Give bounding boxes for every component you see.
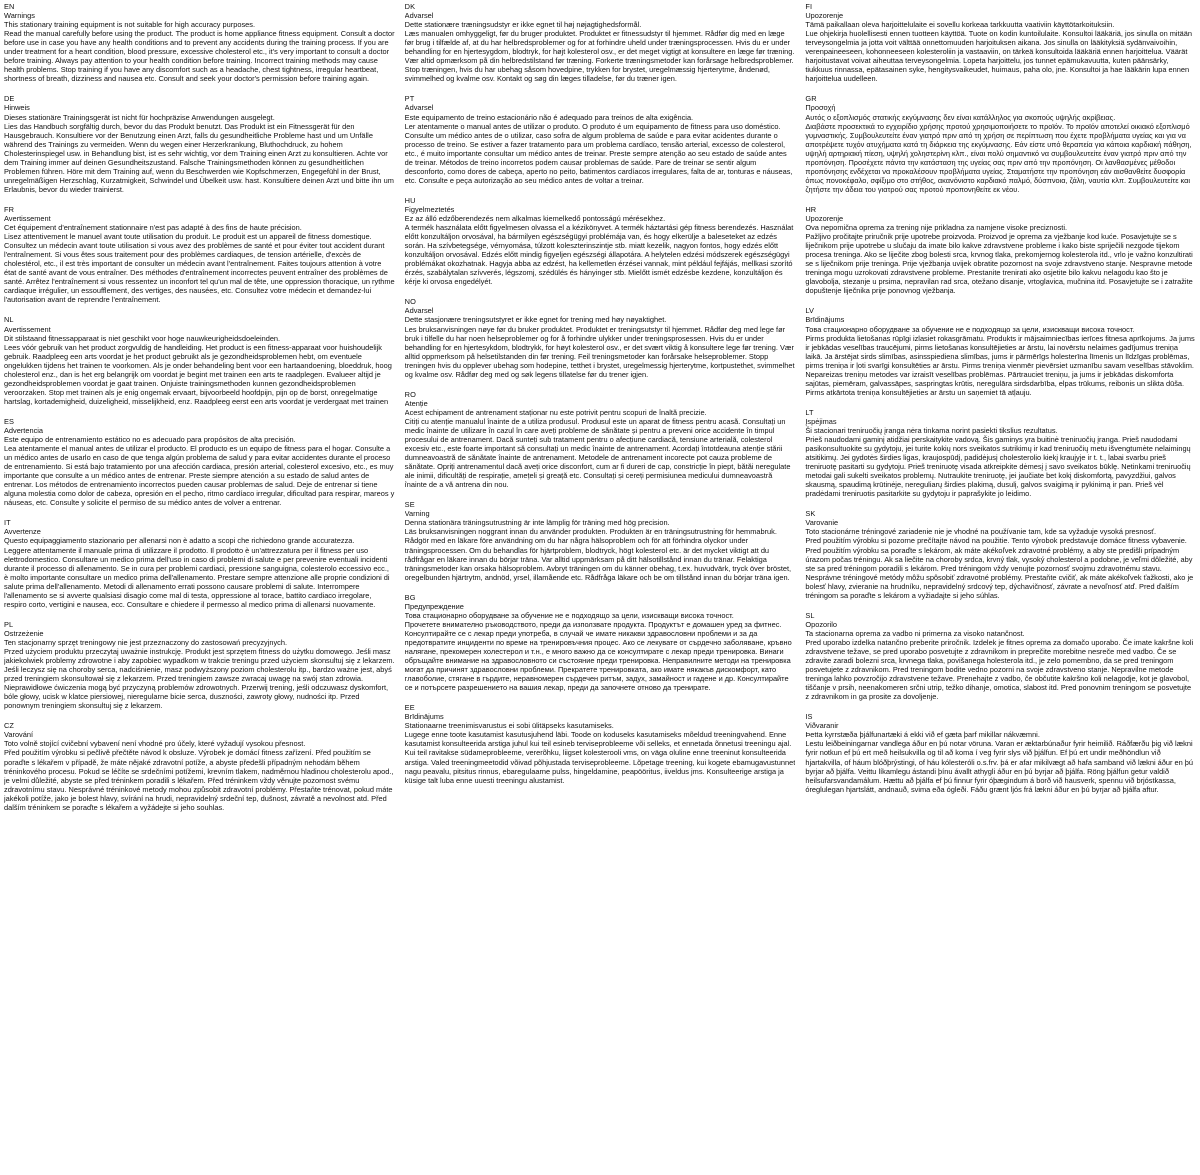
language-code: NO — [404, 297, 416, 307]
warning-heading: Įspėjimas — [805, 416, 837, 426]
warning-section-fi — [805, 2, 1196, 83]
language-code: PL — [4, 619, 14, 629]
warning-body: Citiți cu atenție manualul înainte de a utiliza produsul. Produsul este un aparat de fitness pentru acasă. Consultați un medic înainte de utilizare în cazul în care aveți probleme de sănătate și pentru a preveni orice accidente în timpul procesului de antrenament. Dacă sunteți sub tratament pentru o afecțiune cardiacă, tensiune arterială, colesterol excesiv etc., este foarte important să consultați un medic înainte de antrenament. Acordați întotdeauna atenție stării dumneavoastră de sănătate înainte de antrenament. Metodele de antrenament incorecte pot cauza probleme de sănătate. Opriți antrenamentul dacă aveți orice disconfort, cum ar fi dureri de cap, constricție în piept, bătăi neregulate ale inimii, dificultăți de respirație, amețeli și greață etc. Consultați și cereți permisiunea medicului dumneavoastră înainte de a vă antrena din nou. — [404, 416, 791, 490]
warning-heading: Figyelmeztetés — [404, 204, 455, 214]
warning-heading: Viðvaranir — [805, 721, 839, 731]
warning-subheading: Ova nepomična oprema za trening nije prikladna za namjene visoke preciznosti. — [805, 223, 1068, 233]
warning-section-gr — [805, 94, 1196, 194]
language-code: NL — [4, 315, 14, 325]
warning-heading: Brīdinājums — [404, 712, 444, 722]
warning-body: Læs manualen omhyggeligt, før du bruger produktet. Produktet er fitnessudstyr til hjemmet. Rådfør dig med en læge før brug i tilfælde af, at du har helbredsproblemer og for at forhindre uheld under træningsprocessen. Hvis du er under behandling for en hjertesygdom, blodtryk, for højt kolesterol osv., er det meget vigtigt at konsultere en læge før træning. Vær altid opmærksom på din helbredstilstand før træning. Forkerte træningsmetoder kan forårsage helbredsproblemer. Stop træningen, hvis du har ubehag såsom hovedpine, trykken for brystet, uregelmæssig hjerterytme, åndenød, svimmelhed og kvalme osv. Kontakt og søg din læges tilladelse, før du træner igen. — [404, 29, 795, 84]
warning-subheading: Denna stationära träningsutrustning är inte lämplig för träning med hög precision. — [404, 518, 670, 528]
warning-subheading: Ten stacjonarny sprzęt treningowy nie jest przeznaczony do zastosowań precyzyjnych. — [4, 637, 288, 647]
warning-body: Před použitím výrobku si pečlivě přečtěte návod k obsluze. Výrobek je domácí fitness zařízení. Před použitím se poraďte s lékařem v případě, že máte nějaké zdravotní potíže, a abyste předešli případným nehodám během tréninkového procesu. Pokud se léčíte se srdečními potížemi, krevním tlakem, nadměrnou hladinou cholesterolu apod., je velmi důležité, abyste se před tréninkem poradili s lékařem. Před tréninkem vždy věnujte pozornost svému zdravotnímu stavu. Nesprávné tréninkové metody mohou způsobit zdravotní problémy. Přestaňte trénovat, pokud máte jakékoli potíže, jako je bolest hlavy, svírání na hrudi, nepravidelný srdeční tep, dušnost, závratě a nevolnost atd. Před dalším tréninkem se poraďte s lékařem a vyžádejte si jeho souhlas. — [4, 748, 394, 812]
warning-subheading: Dieses stationäre Trainingsgerät ist nicht für hochpräzise Anwendungen ausgelegt. — [4, 112, 275, 122]
warning-heading: Avertissement — [4, 324, 51, 334]
language-code: IS — [805, 712, 813, 722]
warning-section-ro — [405, 390, 796, 490]
warning-heading: Atenție — [404, 398, 428, 408]
warning-section-bg — [405, 593, 796, 693]
warning-section-en — [4, 2, 395, 83]
warning-subheading: Ta stacionarna oprema za vadbo ni primerna za visoko natančnost. — [805, 628, 1025, 638]
warning-heading: Avertissement — [4, 213, 51, 223]
warning-body: Lisez attentivement le manuel avant toute utilisation du produit. Le produit est un appareil de fitness domestique. Consultez un médecin avant toute utilisation si vous avez des problèmes de santé et pour éviter tout accident durant l'entraînement. Si vous êtes sous traitement pour des problèmes cardiaques, de tension artérielle, d'excès de cholestérol, etc., il est très important de consulter un médecin avant l'entraînement. Faites toujours attention à votre état de santé avant de vous entraîner. Des méthodes d'entraînement incorrectes peuvent entraîner des problèmes de santé. Arrêtez l'entraînement si vous ressentez un inconfort tel qu'un mal de tête, une oppression thoracique, un rythme cardiaque irrégulier, un essoufflement, des vertiges, des nausées, etc. Consultez votre médecin et demandez-lui l'autorisation avant de reprendre l'entraînement. — [4, 232, 395, 305]
language-code: RO — [404, 389, 416, 399]
warning-heading: Advarsel — [404, 306, 434, 316]
language-code: LV — [805, 306, 815, 316]
warning-heading: Advarsel — [404, 103, 434, 113]
warning-section-pl — [4, 620, 395, 710]
warning-body: Lugege enne toote kasutamist kasutusjuhend läbi. Toode on koduseks kasutamiseks mõeldud treeningvahend. Enne kasutamist konsulteerida arstiga juhul kui teil esineb terviseprobleeme või selleks, et ennetada õnnetusi treeningu ajal. Kui teil ravitakse südameprobleeme, vererõhku, liigset kolesterooli vms, on väga oluline enne treeninut konsulteerida arstiga. Valed treeningmeetodid võivad põhjustada terviseprobleeme. Lõpetage treening, kui kogete ebamugavustunnet nagu peavalu, pitsitus rinnus, ebaregulaarne pulss, hingeldamine, peapööritus, iiveldus jms. Konsulteerige arstiga ja küsige talt luba enne uuesti treeningu alustamist. — [404, 730, 796, 785]
warning-section-hu — [405, 196, 796, 286]
warning-body: Leggere attentamente il manuale prima di utilizzare il prodotto. Il prodotto è un'attrezzatura per il fitness per uso elettrodomestico. Consultare un medico prima dell'uso in caso di problemi di salute e per prevenire eventuali incidenti durante il processo di allenamento. Se in cura per problemi cardiaci, pressione sanguigna, colesterolo eccessivo ecc., è molto importante consultare un medico prima dell'allenamento. Prestare sempre attenzione alle proprie condizioni di salute prima dell'allenamento. Metodi di allenamento errati possono causare problemi di salute. Interrompere l'allenamento se si avverte qualsiasi disagio come mal di testa, oppressione al torace, battito cardiaco irregolare, respiro corto, vertigini e nausea, ecc. Consultare e chiedere il permesso al medico prima di allenarsi nuovamente. — [4, 545, 390, 609]
warning-section-de — [4, 94, 395, 194]
warning-subheading: Toto volně stojící cvičební vybavení není vhodné pro účely, které vyžadují vysokou přesnost. — [4, 739, 306, 749]
warning-subheading: Tämä paikallaan oleva harjoittelulaite ei sovellu korkeaa tarkkuutta vaativiin käyttötarkoituksiin. — [805, 20, 1115, 30]
language-code: ES — [4, 416, 15, 426]
language-code: FR — [4, 204, 15, 214]
language-code: BG — [404, 592, 416, 602]
column-1 — [4, 2, 395, 1175]
warning-subheading: Stationaarne treenimisvarustus ei sobi ülitäpseks kasutamiseks. — [404, 721, 614, 731]
language-code: GR — [805, 94, 817, 104]
warning-section-lt — [805, 408, 1196, 498]
warning-section-pt — [405, 94, 796, 184]
language-code: FI — [805, 2, 813, 11]
warning-heading: Upozorenje — [805, 213, 844, 223]
language-code: CZ — [4, 721, 15, 731]
warning-section-lv — [805, 306, 1196, 396]
warning-subheading: Ez az álló edzőberendezés nem alkalmas kiemelkedő pontosságú mérésekhez. — [404, 213, 666, 223]
warning-body: Lea atentamente el manual antes de utilizar el producto. El producto es un equipo de fitness para el hogar. Consulte a un médico antes de usarlo en caso de que tenga algún problema de salud y para evitar accidentes durante el proceso de entrenamiento. Si está bajo tratamiento por una afección cardiaca, presión arterial, colesterol excesivo, etc., es muy importante que consulte a un médico antes de entrenar. Preste siempre atención a su estado de salud antes de entrenar. Los métodos de entrenamiento incorrectos pueden causar problemas de salud. Deje de entrenar si tiene alguna molestia como dolor de cabeza, opresión en el pecho, ritmo cardíaco irregular, dificultad para respirar, mareos y náuseas, etc. Consulte y solicite el permiso de su médico antes de volver a entrenar. — [4, 444, 395, 508]
warning-section-no — [405, 297, 796, 378]
language-code: SL — [805, 610, 815, 620]
warning-subheading: Dette stasjonære treningsutstyret er ikke egnet for trening med høy nøyaktighet. — [404, 315, 667, 325]
warning-body: Pirms produkta lietošanas rūpīgi izlasiet rokasgrāmatu. Produkts ir mājsaimniecības ierīces fitnesa aprīkojums. Ja jums ir jebkādas veselības traucējumi, pirms lietošanas konsultējieties ar ārstu, lai novērstu nelaimes gadījumus treniņa laikā. Ja ārstējat sirds slimības, asinsspiediena slimības, jums ir pārmērīgs holesterīna līmenis un līdzīgas problēmas, pirms treniņa ir ļoti svarīgi konsultēties ar ārstu. Pirms treniņa vienmēr pievērsiet uzmanību savam veselības stāvoklim. Nepareizas treniņu metodes var izraisīt veselības problēmas. Pārtrauciet treniņu, ja jums ir jebkādas diskomforta sajūtas, piemēram, galvassāpes, saspringtas krūtis, neregulāra sirdsdarbība, elpas trūkums, reibonis un slikta dūša. Pirms atkārtota treniņa konsultējieties ar ārstu un saņemiet tā atļauju. — [805, 333, 1195, 397]
warning-body: Lestu leiðbeiningarnar vandlega áður en þú notar vöruna. Varan er æktarbúnaður fyrir heimilið. Ráðfærðu þig við lækni fyrir notkun ef þú ert með heilsukvilla og til að koma í veg fyrir slys við þjálfun. Ef þú ert undir meðhöndlun við hjartakvilla, of háum blóðþrýstingi, of háu kólesteróli o.s.frv. þá er afar mikilvægt að hafa samband við lækni áður en þú byrjar að þjálfa. Veittu líkamlegu ástandi þínu ávallt athygli áður en þú byrjar að þjálfa. Röng þjálfun getur valdið heilsufarsvandamálum. Hættu að þjálfa ef þú finnur fyrir óþægindum á borð við hausverk, spennu við brjóstkassa, óreglulegan hjartslátt, andnauð, svima eða ógleði. Fáðu grænt ljós frá lækni áður en þú byrjar að þjálfa aftur. — [805, 739, 1194, 794]
warning-section-sk — [805, 509, 1196, 599]
warning-heading: Opozorilo — [805, 619, 837, 629]
column-3 — [805, 2, 1196, 1175]
warning-body: Les bruksanvisningen nøye før du bruker produktet. Produktet er treningsutstyr til hjemmet. Rådfør deg med lege før bruk i tilfelle du har noen helseproblemer og for å forhindre ulykker under treningsprosessen. Hvis du er under behandling for en hjertesykdom, blodtrykk, for høyt kolesterol osv., er det svært viktig å konsultere lege før trening. Vær alltid oppmerksom på helsetilstanden din før trening. Feil treningsmetoder kan forårsake helseproblemer. Stopp treningen hvis du opplever ubehag som hodepine, tetthet i brystet, uregelmessig hjerterytme, kortpustethet, svimmelhet og kvalme osv. Rådfør deg med og søk legens tillatelse før du trener igjen. — [404, 324, 795, 379]
warning-section-cz — [4, 721, 395, 811]
warning-body: Pred použitím výrobku si pozorne prečítajte návod na použitie. Tento výrobok predstavuje domáce fitness vybavenie. Pred použitím výrobku sa poraďte s lekárom, ak máte akékoľvek zdravotné problémy, a aby ste predišli prípadným úrazom počas tréningu. Ak sa liečite na choroby srdca, krvný tlak, vysoký cholesterol a podobne, je veľmi dôležité, aby ste sa pred tréningom poradili s lekárom. Pred tréningom vždy venujte pozornosť svojmu zdravotnému stavu. Nesprávne tréningové metódy môžu spôsobiť zdravotné problémy. Prestaňte cvičiť, ak máte akékoľvek ťažkosti, ako je bolesť hlavy, zvieranie na hrudníku, nepravidelný srdcový tep, dýchavičnosť, závrate a nevoľnosť atď. Pred ďalším tréningom sa poraďte s lekárom a vyžiadajte si jeho súhlas. — [805, 536, 1194, 600]
warning-subheading: Ši stacionari treniruočių įranga nėra tinkama norint pasiekti tikslius rezultatus. — [805, 425, 1058, 435]
warning-section-dk — [405, 2, 796, 83]
warning-body: Read the manual carefully before using the product. The product is home appliance fitness equipment. Consult a doctor before use in case you have any health conditions and to prevent any accidents during the training process. If you are under treatment for a heart condition, blood pressure, excessive cholesterol etc., it's very important to consult a doctor before training. Always pay attention to your health condition before training. Incorrect training methods may cause health problems. Stop training if you have any discomfort such as a headache, chest tightness, irregular heartbeat, shortness of breath, dizziness and nausea etc. Consult and seek your doctor's permission before training again. — [4, 29, 395, 84]
warning-heading: Προσοχή — [805, 103, 836, 113]
warning-heading: Avvertenze — [4, 527, 41, 537]
warning-section-nl — [4, 315, 395, 405]
warning-section-hr — [805, 205, 1196, 295]
warning-subheading: Este equipamento de treino estacionário não é adequado para treinos de alta exigência. — [404, 112, 694, 122]
warning-body: Pred uporabo izdelka natančno preberite priročnik. Izdelek je fitnes oprema za domačo uporabo. Če imate kakršne koli zdravstvene težave, se pred uporabo posvetujte z zdravnikom in preprečite morebitne nesreče med vadbo. Če se zdravite zaradi bolezni srca, krvnega tlaka, povišanega holesterola itd., je zelo pomembno, da se pred treningom posvetujete z zdravnikom. Pred treningom bodite vedno pozorni na svoje zdravstveno stanje. Nepravilne metode treninga lahko povzročijo zdravstvene težave. Prenehajte z vadbo, če občutite kakršno koli nelagodje, kot je glavobol, tiščanje v prsih, neenakomeren srčni utrip, težko dihanje, omotica, slabost itd. Pred ponovnim treningom se posvetujte z zdravnikom in ga prosite za dovoljenje. — [805, 637, 1194, 702]
warning-heading: Brīdinājums — [805, 315, 845, 325]
warning-heading: Advertencia — [4, 425, 44, 435]
language-code: DK — [404, 2, 416, 11]
warning-section-it — [4, 518, 395, 608]
warning-body: Pažljivo pročitajte priručnik prije upotrebe proizvoda. Proizvod je oprema za vježbanje kod kuće. Posavjetujte se s liječnikom prije upotrebe u slučaju da imate bilo kakve zdravstvene probleme i kako biste spriječili nezgode tijekom procesa treninga. Ako se liječite zbog bolesti srca, krvnog tlaka, prekomjernog kolesterola itd., vrlo je važno konzultirati se s liječnikom prije treninga. Prije vježbanja uvijek obratite pozornost na svoje zdravstveno stanje. Nespravne metode treninga mogu uzrokovati zdravstvene probleme. Prestanite trenirati ako osjetite bilo kakvu nelagodu kao što je glavobolja, stezanje u prsima, nepravilan rad srca, otežano disanje, vrtoglavica, mučnina itd. Posavjetujte se i zatražite dopuštenje liječnika prije ponovnog vježbanja. — [805, 232, 1193, 296]
warning-section-sl — [805, 611, 1196, 701]
warning-heading: Ostrzeżenie — [4, 628, 44, 638]
language-code: EE — [404, 703, 415, 713]
warning-body: Lue ohjekirja huolellisesti ennen tuotteen käyttöä. Tuote on kodin kuntoilulaite. Konsultoi lääkäriä, jos sinulla on mitään terveysongelmia ja jotta voit välttää onnettomuuden harjoituksen aikana. Jos sinulla on lääkityksiä sydänvaivoihin, verenpaineeseen, kohonneeseen kolesteroliin ja vastaaviin, on tärkeä konsultoida lääkäriä ennen harjoittelua. Väärät harjoitustavat voivat aiheuttaa terveysongelmia. Lopeta harjoittelu, jos tunnet epämukavuutta, kuten päänsärky, tiukkuus rinnassa, epätasainen syke, hengitysvaikeudet, huimaus, paha olo, jne. Konsultoi ja hae lääkärin lupa ennen harjoittelua uudelleen. — [805, 29, 1192, 84]
language-code: SE — [404, 500, 415, 510]
warning-subheading: Dit stilstaand fitnessapparaat is niet geschikt voor hoge nauwkeurigheidsdoeleinden. — [4, 333, 281, 343]
warning-heading: Upozorenje — [805, 11, 844, 21]
warning-heading: Varovanie — [805, 518, 839, 528]
warning-heading: Warnings — [4, 11, 35, 21]
warning-body: Lies das Handbuch sorgfältig durch, bevor du das Produkt benutzt. Das Produkt ist ein Fitnessgerät für den Hausgebrauch. Konsultiere vor der Benutzung einen Arzt, falls du gesundheitliche Probleme hast und um Unfälle während des Trainings zu vermeiden. Wenn du wegen einer Herzerkrankung, Bluthochdruck, zu hohem Cholesterinspiegel usw. in Behandlung bist, ist es sehr wichtig, vor dem Training einen Arzt zu konsultieren. Achte vor dem Training immer auf deinen Gesundheitszustand. Falsche Trainingsmethoden können zu gesundheitlichen Problemen führen. Höre mit dem Training auf, wenn du Beschwerden wie Kopfschmerzen, Engegefühl in der Brust, unregelmäßigen Herzschlag, Kurzatmigkeit, Schwindel und Übelkeit usw. hast. Konsultiere deinen Arzt und bitte ihn um Erlaubnis, bevor du wieder trainierst. — [4, 121, 394, 194]
language-code: IT — [4, 518, 11, 528]
warning-subheading: Това стационарно оборудване за обучение не е подходящо за цели, изискващи висока точност. — [404, 610, 734, 620]
language-code: DE — [4, 94, 15, 104]
warning-body: Ler atentamente o manual antes de utilizar o produto. O produto é um equipamento de fitness para uso doméstico. Consulte um médico antes de o utilizar, caso sofra de algum problema de saúde e para evitar acidentes durante o processo de treino. Se estiver a fazer tratamento para um problema cardíaco, tensão arterial, excesso de colesterol, etc., é muito importante consultar um médico antes de treinar. Preste sempre atenção ao seu estado de saúde antes de treinar. Métodos de treino incorretos podem causar problemas de saúde. Pare de treinar se sentir algum desconforto, como dores de cabeça, aperto no peito, batimentos cardíacos irregulares, falta de ar, tonturas e náuseas, etc. Consulte e peça autorização ao seu médico antes de voltar a treinar. — [404, 121, 793, 185]
warning-subheading: Toto stacionárne tréningové zariadenie nie je vhodné na používanie tam, kde sa vyžaduje vysoká presnosť. — [805, 527, 1157, 537]
warning-heading: Varning — [404, 509, 430, 519]
column-2 — [405, 2, 796, 1175]
warning-heading: Предупреждение — [404, 601, 464, 611]
warning-heading: Hinweis — [4, 103, 30, 113]
warning-section-is — [805, 712, 1196, 793]
warning-body: Läs bruksanvisningen noggrant innan du använder produkten. Produkten är en träningsutrustning för hemmabruk. Rådgör med en läkare före användning om du har några hälsoproblem och för att förhindra olyckor under träningsprocessen. Om du behandlas för hjärtproblem, blodtryck, högt kolesterol etc. är det mycket viktigt att du rådfrågar en läkare innan du börjar träna. Var alltid uppmärksam på ditt hälsotillstånd innan du tränar. Felaktiga träningsmetoder kan orsaka hälsoproblem. Avbryt träningen om du känner obehag, t.ex. huvudvärk, tryck över bröstet, oregelbunden hjärtrytm, andnöd, yrsel, illamående etc. Rådfråga läkare och be om tillstånd innan du börjar träna igen. — [404, 527, 792, 582]
warning-body: A termék használata előtt figyelmesen olvassa el a kézikönyvet. A termék háztartási gép fitness berendezés. Használat előtt konzultáljon orvosával, ha bármilyen egészségügyi problémája van, és hogy elkerülje a baleseteket az edzés során. Ha szívbetegsége, vérnyomása, túlzott koleszterinszintje stb. miatt kezelik, nagyon fontos, hogy edzés előtt konzultáljon orvosával. Edzés előtt mindig figyeljen egészségi állapotára. A helytelen edzési módszerek egészségügyi problémákat okozhatnak. Hagyja abba az edzést, ha kellemetlen érzései vannak, mint például fejfájás, mellkasi szorító érzés, szabálytalan szívverés, légszomj, szédülés és hányinger stb. Mielőtt ismét edzésbe kezdene, konzultáljon és kérje ki orvosa engedélyét. — [404, 223, 794, 287]
warning-subheading: Þetta kyrrstæða þjálfunartæki á ekki við ef gæta þarf mikillar nákvæmni. — [805, 730, 1040, 740]
warning-subheading: Acest echipament de antrenament staționar nu este potrivit pentru scopuri de înaltă precizie. — [404, 407, 707, 417]
warning-body: Διαβάστε προσεκτικά το εγχειρίδιο χρήσης προτού χρησιμοποιήσετε το προϊόν. Το προϊόν αποτελεί οικιακό εξοπλισμό γυμναστικής. Συμβουλευτείτε έναν γιατρό πριν από τη χρήση σε περίπτωση που έχετε προβλήματα υγείας και για να αποτρέψετε τυχόν ατυχήματα κατά τη διάρκεια της εκγύμνασης. Εάν είστε υπό θεραπεία για κάποια καρδιακή πάθηση, υψηλή αρτηριακή πίεση, υψηλή χοληστερίνη κλπ., είναι πολύ σημαντικό να συμβουλευτείτε έναν γιατρό πριν από την προπόνηση. Προσέχετε πάντα την κατάσταση της υγείας σας πριν από την προπόνηση. Οι λανθασμένες μέθοδοι προπόνησης ενδέχεται να προκαλέσουν προβλήματα υγείας. Σταματήστε την προπόνηση εάν αισθανθείτε δυσφορία όπως πονοκέφαλο, σφίξιμο στο στήθος, ακανόνιστο καρδιακό παλμό, δύσπνοια, ζάλη, ναυτία κλπ. Συμβουλευτείτε και ζητήστε την άδεια του γιατρού σας προτού προπονηθείτε εκ νέου. — [805, 121, 1192, 194]
warning-section-ee — [405, 703, 796, 784]
warning-section-fr — [4, 205, 395, 305]
warning-subheading: Este equipo de entrenamiento estático no es adecuado para propósitos de alta precisión. — [4, 435, 296, 445]
warning-heading: Advarsel — [404, 11, 434, 21]
warning-subheading: Cet équipement d'entraînement stationnaire n'est pas adapté à des fins de haute précision. — [4, 223, 302, 233]
language-code: PT — [404, 94, 415, 104]
warning-subheading: Αυτός ο εξοπλισμός στατικής εκγύμνασης δεν είναι κατάλληλος για σκοπούς υψηλής ακρίβειας. — [805, 112, 1116, 122]
warning-body: Прочетете внимателно ръководството, преди да използвате продукта. Продуктът е домашен уред за фитнес. Консултирайте се с лекар преди употреба, в случай че имате никакви здравословни проблеми и за да предотвратите инциденти по време на тренировъчния процес. Ако се лекувате от сърдечно заболяване, кръвно налягане, прекомерен холестерол и т.н., е много важно да се консултирате с лекар преди тренировка. Винаги обръщайте внимание на здравословното си състояние преди тренировка. Неправилните методи на тренировка могат да причинят здравословни проблеми. Прекратете тренировката, ако имате някакъв дискомфорт, като главоболие, стягане в гърдите, неравномерен сърдечен ритъм, задух, замайност и гадене и др. Консултирайте се и потърсете разрешението на вашия лекар, преди да започнете отново да тренирате. — [404, 619, 792, 693]
warning-section-es — [4, 417, 395, 507]
language-code: LT — [805, 407, 814, 417]
warning-body: Lees vóór gebruik van het product zorgvuldig de handleiding. Het product is een fitness-apparaat voor huishoudelijk gebruik. Raadpleeg een arts voordat je het product gebruikt als je gezondheidsproblemen hebt, om eventuele ongelukken tijdens het trainen te voorkomen. Als je onder behandeling bent voor een hartaandoening, bloeddruk, hoog cholesterol enz., dan is het erg belangrijk om voordat je begint met trainen een arts te raadplegen. Evalueer altijd je gezondheidsproblemen voordat je gaat trainen. Onjuiste trainingsmethoden kunnen gezondheidsproblemen veroorzaken. Stop met trainen als je enig ongemak ervaart, bijvoorbeeld hoofdpijn, pijn op de borst, onregelmatige hartslag, kortademigheid, duizeligheid, misselijkheid, enz. Raadpleeg eerst een arts voordat je verdergaat met trainen — [4, 342, 392, 406]
language-code: EN — [4, 2, 15, 11]
language-code: HR — [805, 204, 817, 214]
warning-subheading: This stationary training equipment is not suitable for high accuracy purposes. — [4, 20, 256, 30]
language-code: HU — [404, 195, 416, 205]
warning-heading: Varování — [4, 730, 34, 740]
warning-section-se — [405, 500, 796, 581]
warning-body: Prieš naudodami gaminį atidžiai perskaitykite vadovą. Šis gaminys yra buitinė treniruočių įranga. Prieš naudodami pasikonsultuokite su gydytoju, jei turite kokių nors sveikatos sutrikimų ir kad treniruočių metu išvengtumėte nelaimingų atsitikimų. Jei gydotės širdies ligas, kraujospūdį, padidėjusį cholesterolio kiekį kraujyje ir t. t., labai svarbu prieš treniruotę pasitarti su gydytoju. Prieš treniruotę visada atkreipkite dėmesį į savo sveikatos būklę. Netinkami treniruočių metodai gali sukelti sveikatos problemų. Nutraukite treniruotę, jei jaučiate bet kokį diskomfortą, pavyzdžiui, galvos skausmą, spaudimą krūtinėje, nereguliarų širdies plakimą, dusulį, galvos svaigimą ir pykinimą ir pan. Prieš vėl pradėdami treniruotis pasitarkite su gydytoju ir paprašykite jo leidimo. — [805, 435, 1191, 499]
warning-subheading: Това стационарно оборудване за обучение не е подходящо за цели, изискващи висока точност. — [805, 324, 1135, 334]
warning-subheading: Questo equipaggiamento stazionario per allenarsi non è adatto a scopi che richiedono grande accuratezza. — [4, 536, 355, 546]
language-code: SK — [805, 509, 816, 519]
warning-subheading: Dette stationære træningsudstyr er ikke egnet til høj nøjagtighedsformål. — [404, 20, 642, 30]
warning-body: Przed użyciem produktu przeczytaj uważnie instrukcję. Produkt jest sprzętem fitness do użytku domowego. Jeśli masz jakiekolwiek problemy zdrowotne i aby zapobiec wypadkom w trakcie treningu przed użyciem skonsultuj się z lekarzem. Jeśli leczysz się na choroby serca, nadciśnienie, masz podwyższony poziom cholesterolu itp., bardzo ważne jest, abyś przed treningiem skonsultował się z lekarzem. Przed treningiem zawsze zwracaj uwagę na swój stan zdrowia. Nieprawidłowe ćwiczenia mogą być przyczyną problemów zdrowotnych. Przerwij trening, jeśli odczuwasz dyskomfort, bóle głowy, ucisk w klatce piersiowej, nieregularne bicie serca, duszności, zawroty głowy, nudności itp. Przed ponownym treningiem skonsultuj się z lekarzem. — [4, 647, 395, 711]
